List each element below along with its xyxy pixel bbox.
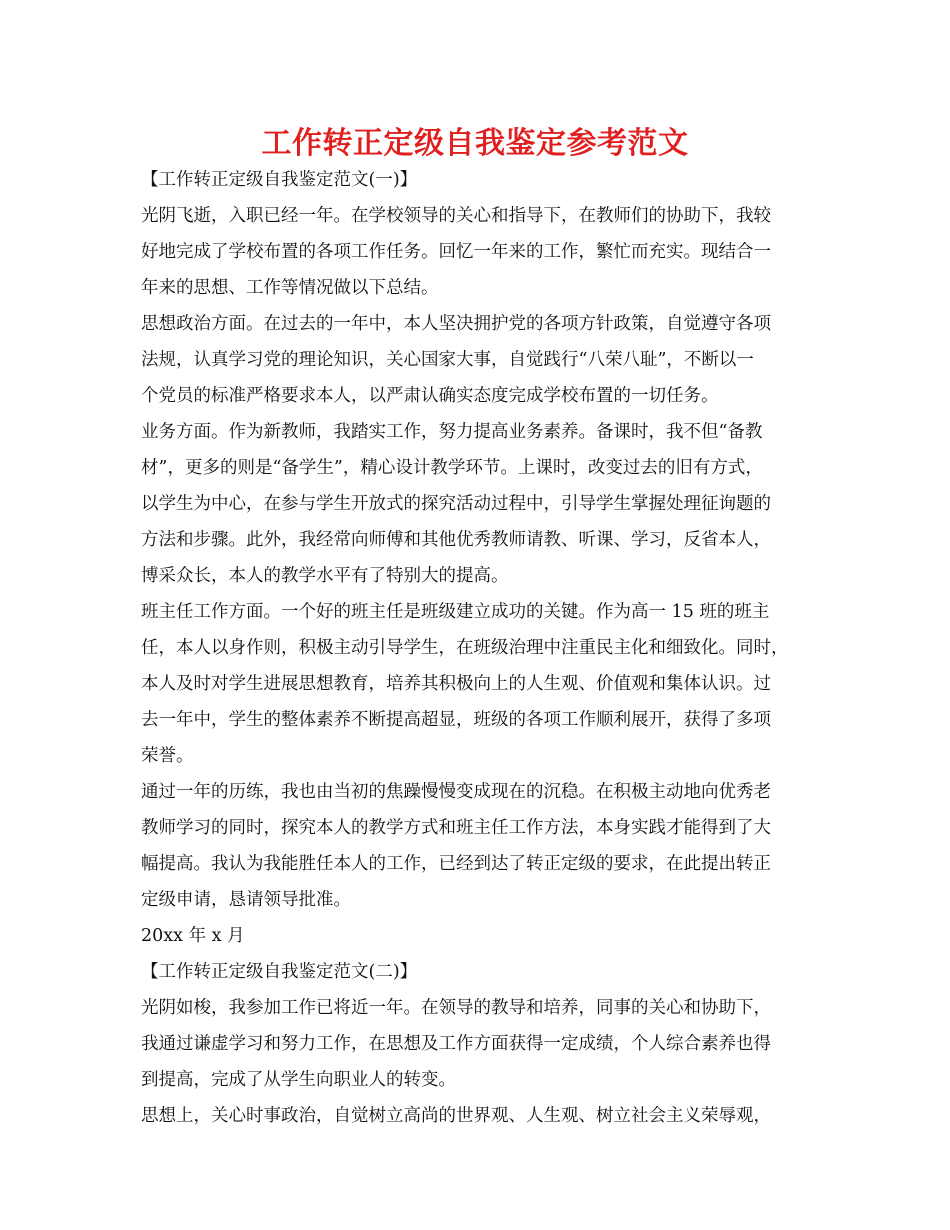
paragraph-line: 本人及时对学生进展思想教育，培养其积极向上的人生观、价值观和集体认识。过 <box>141 674 771 694</box>
paragraph-line: 教师学习的同时，探究本人的教学方式和班主任工作方法，本身实践才能得到了大 <box>141 818 771 838</box>
paragraph-line: 个党员的标准严格要求本人，以严肃认确实态度完成学校布置的一切任务。 <box>141 386 719 406</box>
paragraph-line: 荣誉。 <box>141 746 194 766</box>
paragraph-line: 幅提高。我认为我能胜任本人的工作，已经到达了转正定级的要求，在此提出转正 <box>141 854 771 874</box>
paragraph-line: 到提高，完成了从学生向职业人的转变。 <box>141 1070 456 1090</box>
paragraph-line: 光阴如梭，我参加工作已将近一年。在领导的教导和培养，同事的关心和协助下， <box>141 998 771 1018</box>
paragraph-line: 我通过谦虚学习和努力工作，在思想及工作方面获得一定成绩，个人综合素养也得 <box>141 1034 771 1054</box>
paragraph-line: 去一年中，学生的整体素养不断提高超显，班级的各项工作顺利展开，获得了多项 <box>141 710 771 730</box>
paragraph-line: 业务方面。作为新教师，我踏实工作，努力提高业务素养。备课时，我不但“备教 <box>141 422 763 442</box>
paragraph-line: 定级申请，恳请领导批准。 <box>141 890 351 910</box>
section-heading-2: 【工作转正定级自我鉴定范文(二)】 <box>141 962 418 982</box>
paragraph-line: 光阴飞逝，入职已经一年。在学校领导的关心和指导下，在教师们的协助下，我较 <box>141 206 771 226</box>
document-title: 工作转正定级自我鉴定参考范文 <box>261 126 689 161</box>
document-body <box>141 162 821 1134</box>
paragraph-line: 法规，认真学习党的理论知识，关心国家大事，自觉践行“八荣八耻”，不断以一 <box>141 350 754 370</box>
paragraph-line: 材”，更多的则是“备学生”，精心设计教学环节。上课时，改变过去的旧有方式， <box>141 458 763 478</box>
paragraph-line: 博采众长，本人的教学水平有了特别大的提高。 <box>141 566 509 586</box>
paragraph-line: 方法和步骤。此外，我经常向师傅和其他优秀教师请教、听课、学习，反省本人， <box>141 530 771 550</box>
paragraph-line: 思想政治方面。在过去的一年中，本人坚决拥护党的各项方针政策，自觉遵守各项 <box>141 314 771 334</box>
paragraph-line: 好地完成了学校布置的各项工作任务。回忆一年来的工作，繁忙而充实。现结合一 <box>141 242 771 262</box>
paragraph-line: 思想上，关心时事政治，自觉树立高尚的世界观、人生观、树立社会主义荣辱观， <box>141 1106 771 1126</box>
date-line: 20xx 年 x 月 <box>141 926 245 946</box>
paragraph-line: 年来的思想、工作等情况做以下总结。 <box>141 278 439 298</box>
paragraph-line: 班主任工作方面。一个好的班主任是班级建立成功的关键。作为高一 15 班的班主 <box>141 602 770 622</box>
paragraph-line: 通过一年的历练，我也由当初的焦躁慢慢变成现在的沉稳。在积极主动地向优秀老 <box>141 782 771 802</box>
paragraph-line: 以学生为中心，在参与学生开放式的探究活动过程中，引导学生掌握处理征询题的 <box>141 494 771 514</box>
paragraph-line: 任，本人以身作则，积极主动引导学生，在班级治理中注重民主化和细致化。同时， <box>141 638 789 658</box>
section-heading-1: 【工作转正定级自我鉴定范文(一)】 <box>141 170 418 190</box>
